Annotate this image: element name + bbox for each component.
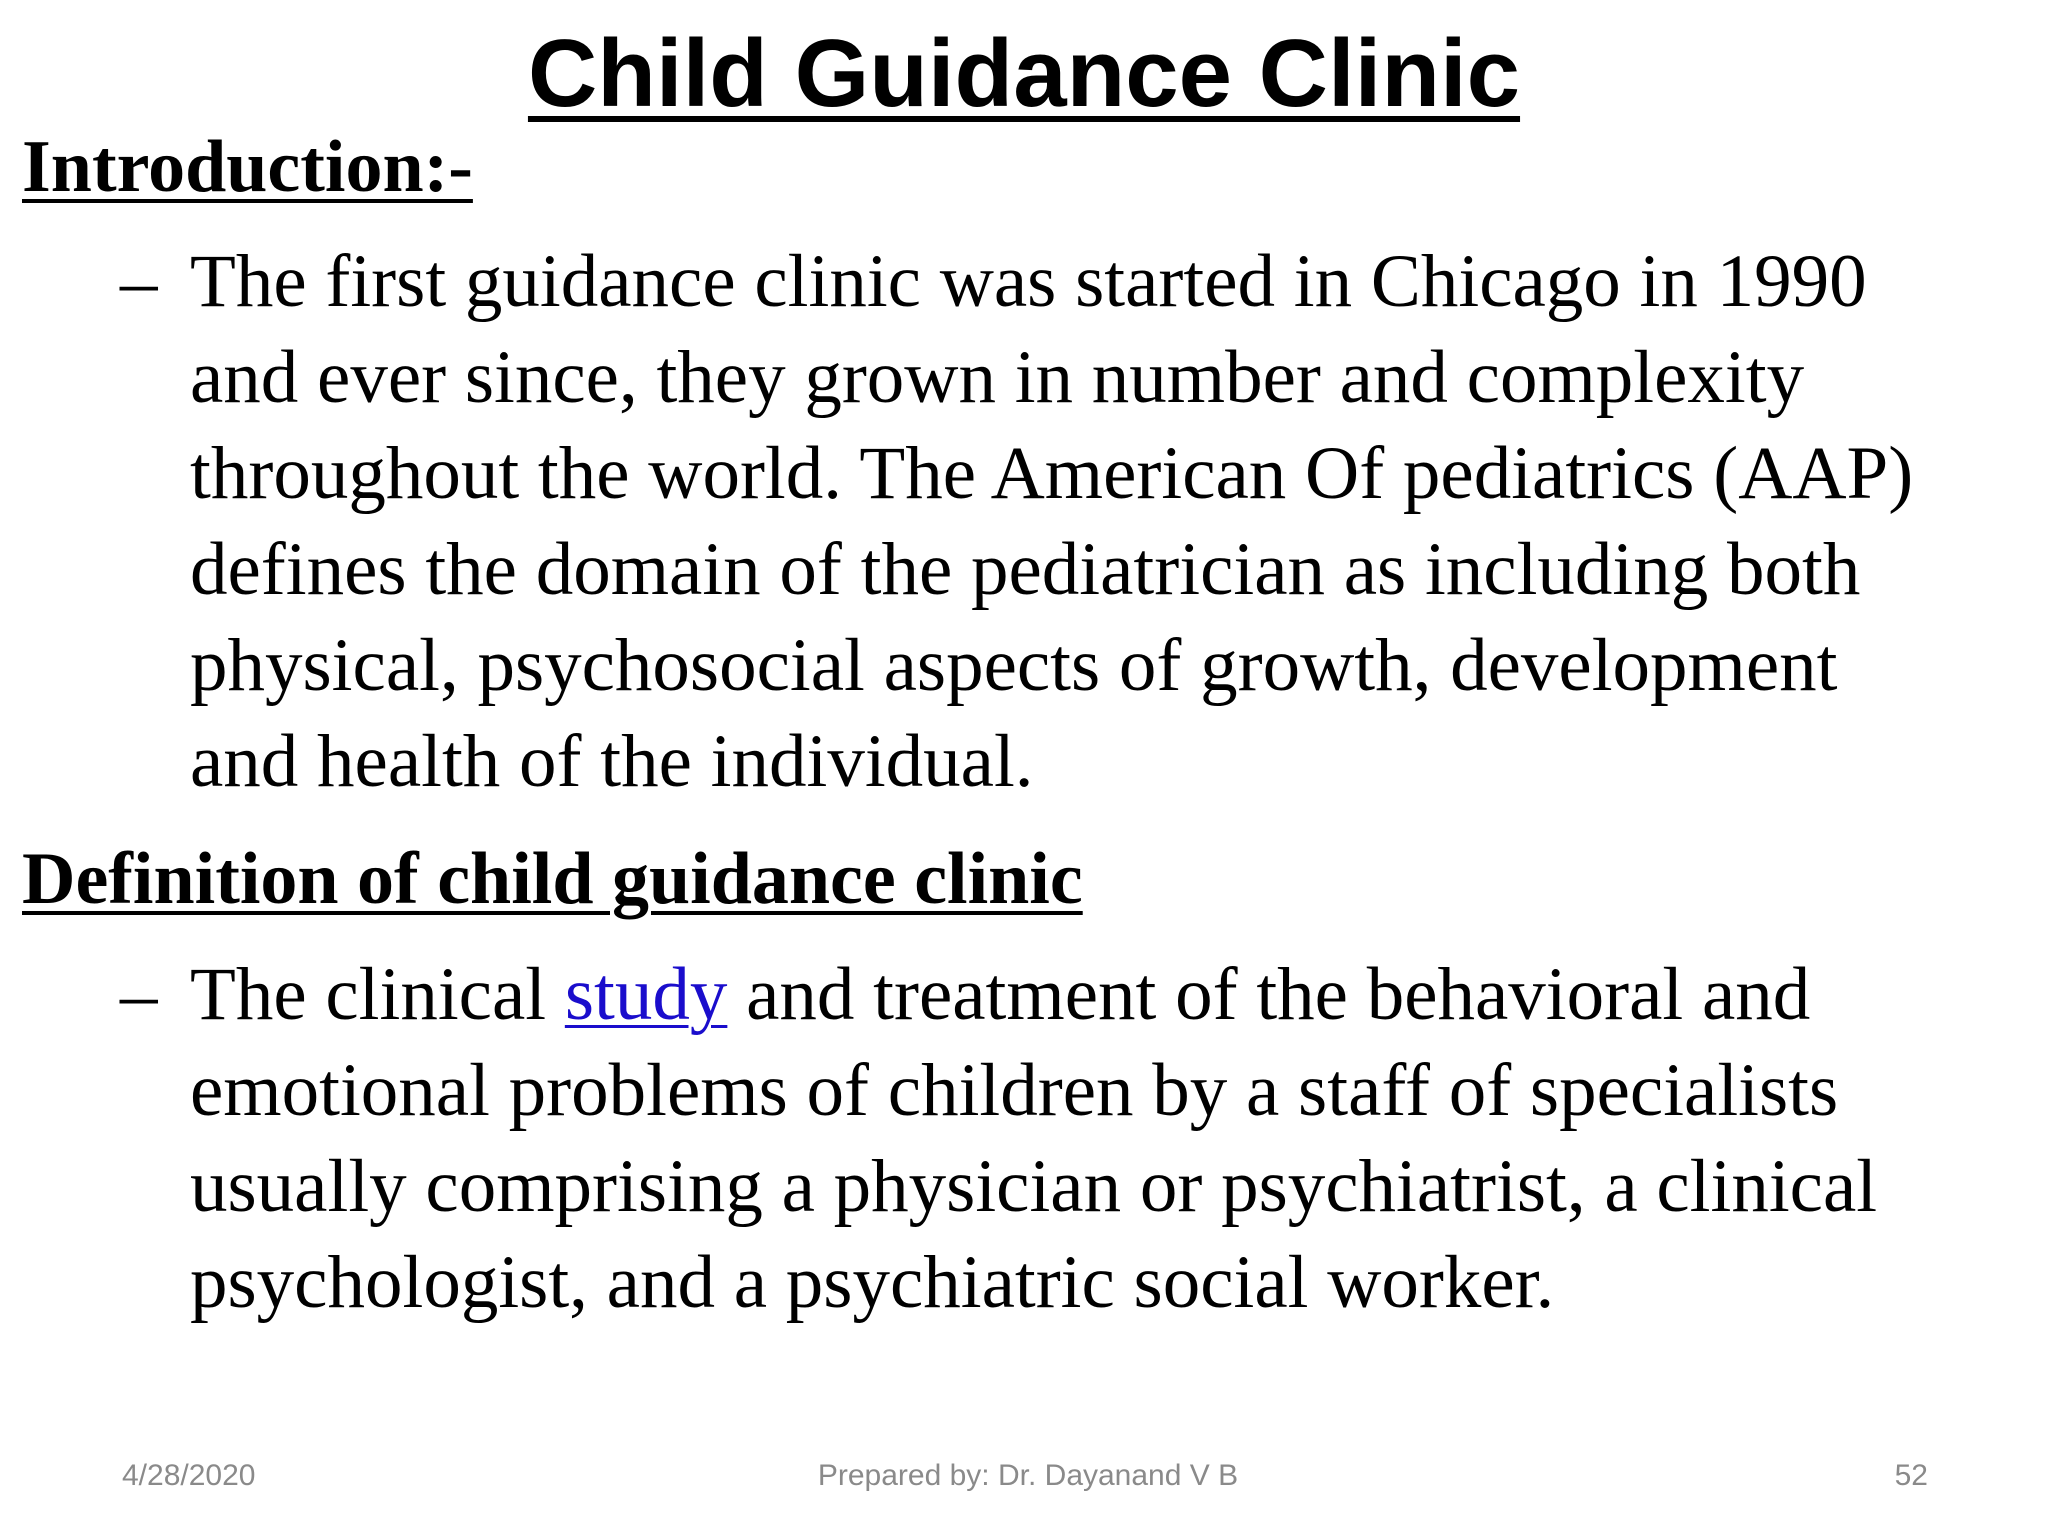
definition-line — [190, 947, 2044, 1043]
introduction-line: defines the domain of the pediatrician as including both — [190, 528, 1861, 611]
slide-title-text: Child Guidance Clinic — [527, 20, 1521, 127]
definition-line: emotional problems of children by a staff of specialists — [190, 1049, 1839, 1132]
definition-text-before-link: The clinical — [190, 953, 565, 1036]
definition-heading: Definition of child guidance clinic — [22, 838, 1083, 920]
bullet-dash: – — [120, 953, 158, 1036]
definition-line: psychologist, and a psychiatric social worker. — [190, 1241, 1555, 1324]
introduction-line: throughout the world. The American Of pediatrics (AAP) — [190, 432, 1914, 515]
introduction-bullet — [120, 234, 2044, 810]
definition-bullet — [120, 947, 2044, 1331]
slide-number: 52 — [1894, 1459, 1928, 1492]
introduction-line: The first guidance clinic was started in Chicago in 1990 — [190, 240, 1867, 323]
footer-author: Prepared by: Dr. Dayanand V B — [817, 1459, 1239, 1492]
introduction-line: and ever since, they grown in number and complexity — [190, 336, 1805, 419]
definition-text-after-link: and treatment of the behavioral and — [727, 953, 1811, 1036]
definition-line: usually comprising a physician or psychiatrist, a clinical — [190, 1145, 1878, 1228]
bullet-dash: – — [120, 240, 158, 323]
introduction-heading: Introduction:- — [22, 126, 473, 208]
slide-title — [0, 18, 2048, 130]
study-link[interactable]: study — [564, 953, 728, 1036]
introduction-line: and health of the individual. — [190, 720, 1034, 803]
introduction-line: physical, psychosocial aspects of growth, development — [190, 624, 1838, 707]
footer-date: 4/28/2020 — [122, 1459, 256, 1492]
